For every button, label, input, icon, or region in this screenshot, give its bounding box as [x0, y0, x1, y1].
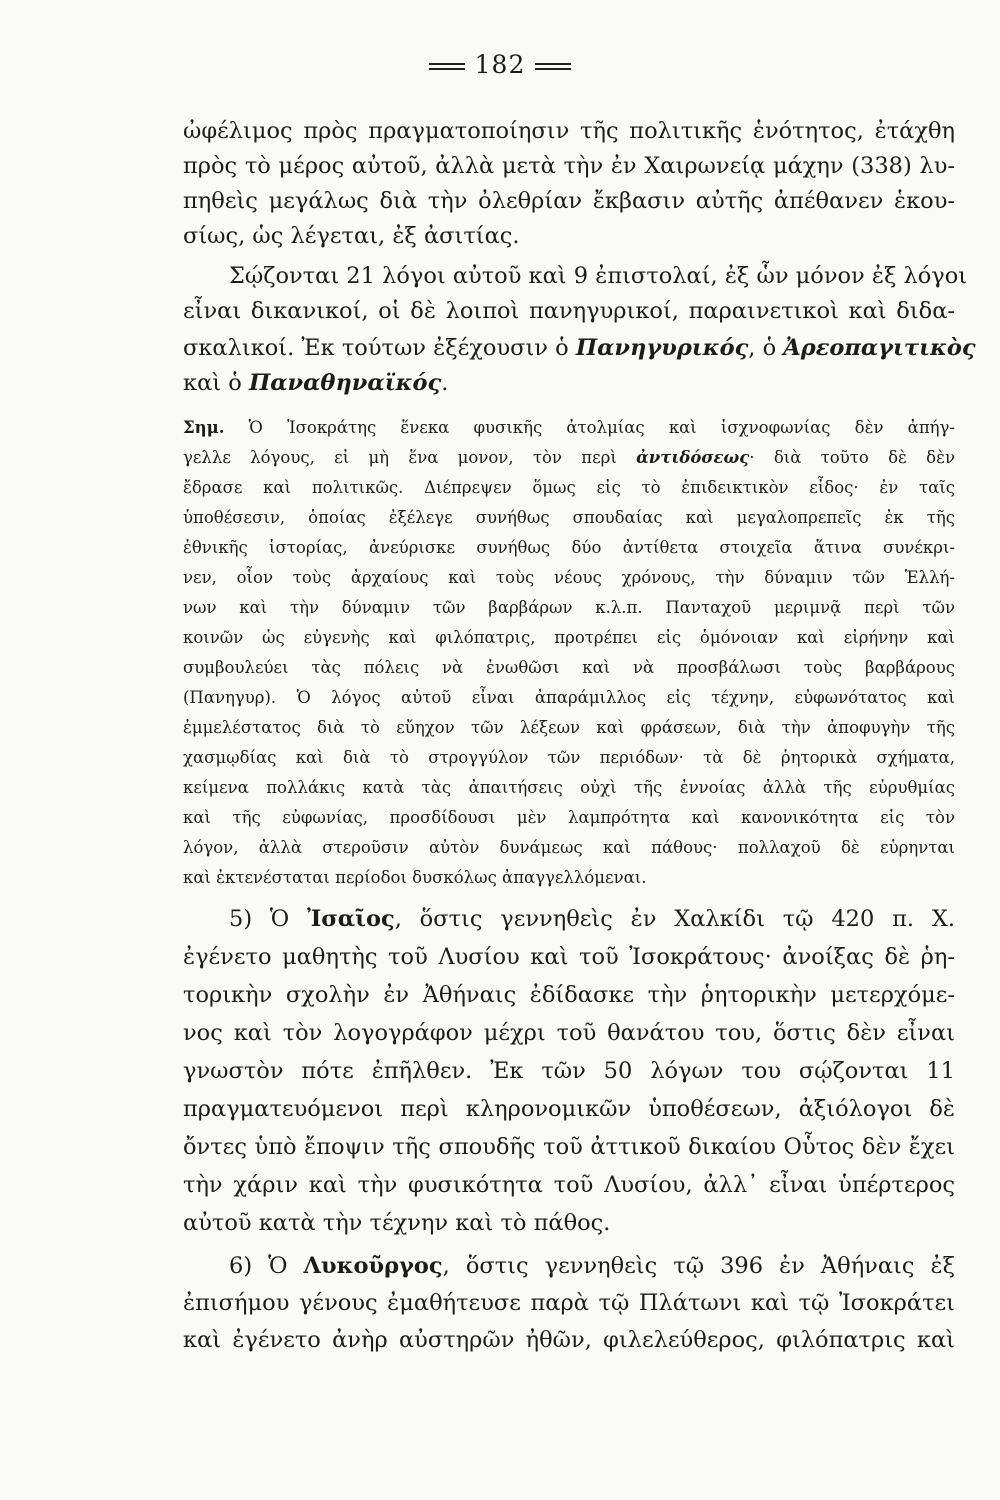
work-title-panegyricus: Πανηγυρικός — [575, 335, 749, 361]
note-line: κείμενα πολλάκις κατὰ τὰς ἀπαιτήσεις οὐχὶ τῆς ἐννοίας ἀλλὰ τῆς εὐρυθμίας — [183, 778, 955, 797]
text-line: ὄντες ὑπὸ ἔποψιν τῆς σπουδῆς τοῦ ἀττικοῦ δικαίου Οὗτος δὲν ἔχει — [183, 1134, 955, 1160]
note-line: (Πανηγυρ). Ὁ λόγος αὐτοῦ εἶναι ἀπαράμιλλος εἰς τέχνην, εὐφωνότατος καὶ — [183, 688, 955, 707]
text-span: Ὁ Ἰσοκράτης ἕνεκα φυσικῆς ἀτολμίας καὶ ἰσχνοφωνίας δὲν ἀπήγ- — [248, 418, 955, 437]
note-line: χασμῳδίας καὶ διὰ τὸ στρογγύλον τῶν περιόδων· τὰ δὲ ῥητορικὰ σχήματα, — [183, 748, 955, 767]
text-span: · διὰ τοῦτο δὲ δὲν — [749, 448, 955, 467]
note-line — [183, 448, 955, 467]
text-line: αὐτοῦ κατὰ τὴν τέχνην καὶ τὸ πάθος. — [183, 1210, 611, 1236]
note-line: συμβουλεύει τὰς πόλεις νὰ ἑνωθῶσι καὶ νὰ προσβάλωσι τοὺς βαρβάρους — [183, 658, 955, 677]
text-line: πηθεὶς μεγάλως διὰ τὴν ὀλεθρίαν ἔκβασιν αὐτῆς ἀπέθανεν ἑκου- — [183, 188, 955, 214]
text-span: σκαλικοί. Ἐκ τούτων ἐξέχουσιν ὁ — [183, 335, 569, 361]
text-span: . — [441, 370, 449, 396]
text-span: 6) Ὁ — [229, 1253, 288, 1279]
note-line: λόγον, ἀλλὰ στεροῦσιν αὐτὸν δυνάμεως καὶ πάθους· πολλαχοῦ δὲ εὑρηνται — [183, 838, 955, 857]
note-line: νων καὶ τὴν δύναμιν τῶν βαρβάρων κ.λ.π. Πανταχοῦ μεριμνᾷ περὶ τῶν — [183, 598, 955, 617]
text-line: ἐγένετο μαθητὴς τοῦ Λυσίου καὶ τοῦ Ἰσοκράτους· ἀνοίξας δὲ ῥη- — [183, 944, 955, 970]
page-number-text: 182 — [474, 50, 526, 79]
text-line: εἶναι δικανικοί, οἱ δὲ λοιποὶ πανηγυρικοί, παραινετικοὶ καὶ διδα- — [183, 298, 955, 324]
text-span: 5) Ὁ — [229, 906, 290, 932]
note-line: ἐμμελέστατος διὰ τὸ εὔηχον τῶν λέξεων καὶ φράσεων, διὰ τὴν ἀποφυγὴν τῆς — [183, 718, 955, 737]
work-title-antidosis: ἀντιδόσεως — [636, 448, 750, 467]
note-line: ἔδρασε καὶ πολιτικῶς. Διέπρεψεν ὅμως εἰς τὸ ἐπιδεικτικὸν εἶδος· ἐν ταῖς — [183, 478, 955, 497]
orator-name-lycurgus: Λυκοῦργος — [303, 1253, 443, 1279]
text-line-with-titles — [183, 335, 976, 361]
text-line-with-name — [229, 1253, 955, 1279]
page-number-left-rule — [429, 63, 465, 70]
note-line: ὑποθέσεσιν, ὁποίας ἐξέλεγε συνήθως σπουδαίας καὶ μεγαλοπρεπεῖς ἐκ τῆς — [183, 508, 955, 527]
text-line: τορικὴν σχολὴν ἐν Ἀθήναις ἐδίδασκε τὴν ῥητορικὴν μετερχόμε- — [183, 982, 955, 1008]
text-span: , ὁ — [748, 335, 777, 361]
text-line-with-title — [183, 370, 955, 396]
text-span: , ὅστις γεννηθεὶς τῷ 396 ἐν Ἀθήναις ἐξ — [442, 1253, 955, 1279]
note-first-line — [183, 418, 955, 437]
text-span: γελλε λόγους, εἰ μὴ ἕνα μονον, τὸν περὶ — [183, 448, 617, 467]
note-line: νεν, οἷον τοὺς ἀρχαίους καὶ τοὺς νέους χρόνους, τὴν δύναμιν τῶν Ἑλλή- — [183, 568, 955, 587]
note-line: καὶ τῆς εὐφωνίας, προσδίδουσι μὲν λαμπρότητα καὶ κανονικότητα εἰς τὸν — [183, 808, 955, 827]
text-line: σίως, ὡς λέγεται, ἐξ ἀσιτίας. — [183, 223, 520, 249]
text-line: ἐπισήμου γένους ἐμαθήτευσε παρὰ τῷ Πλάτωνι καὶ τῷ Ἰσοκράτει — [183, 1290, 955, 1316]
text-line: καὶ ἐγένετο ἀνὴρ αὐστηρῶν ἠθῶν, φιλελεύθερος, φιλόπατρις καὶ — [183, 1327, 955, 1353]
note-line: ἐθνικῆς ἱστορίας, ἀνεύρισκε συνήθως δύο ἀντίθετα στοιχεῖα ἅτινα συνέκρι- — [183, 538, 955, 557]
text-line: πρὸς τὸ μέρος αὐτοῦ, ἀλλὰ μετὰ τὴν ἐν Χαιρωνείᾳ μάχην (338) λυ- — [183, 153, 955, 179]
text-line-with-name — [229, 906, 955, 932]
text-line: νος καὶ τὸν λογογράφον μέχρι τοῦ θανάτου του, ὅστις δὲν εἶναι — [183, 1020, 955, 1046]
work-title-panathenaicus: Παναθηναϊκός — [248, 370, 442, 396]
text-span: , ὅστις γεννηθεὶς ἐν Χαλκίδι τῷ 420 π. Χ. — [394, 906, 955, 932]
page-number — [0, 50, 1000, 79]
text-line: γνωστὸν πότε ἐπῆλθεν. Ἐκ τῶν 50 λόγων του σῴζονται 11 — [183, 1058, 955, 1084]
note-label: Σημ. — [183, 418, 225, 437]
text-line: Σῴζονται 21 λόγοι αὐτοῦ καὶ 9 ἐπιστολαί, ἐξ ὧν μόνον ἐξ λόγοι — [229, 263, 968, 289]
text-line: ὠφέλιμος πρὸς πραγματοποίησιν τῆς πολιτικῆς ἑνότητος, ἐτάχθη — [183, 118, 955, 144]
text-line: τὴν χάριν καὶ τὴν φυσικότητα τοῦ Λυσίου, ἀλλ᾽ εἶναι ὑπέρτερος — [183, 1172, 955, 1198]
page-number-right-rule — [535, 63, 571, 70]
note-line: καὶ ἐκτενέσταται περίοδοι δυσκόλως ἀπαγγελλόμεναι. — [183, 868, 647, 887]
text-line: πραγματευόμενοι περὶ κληρονομικῶν ὑποθέσεων, ἀξιόλογοι δὲ — [183, 1096, 955, 1122]
orator-name-isaeus: Ἰσαῖος — [307, 906, 395, 932]
note-line: κοινῶν ὡς εὐγενὴς καὶ φιλόπατρις, προτρέπει εἰς ὁμόνοιαν καὶ εἰρήνην καὶ — [183, 628, 955, 647]
text-span: καὶ ὁ — [183, 370, 242, 396]
work-title-areopagiticus: Ἀρεοπαγιτικὸς — [783, 335, 976, 361]
